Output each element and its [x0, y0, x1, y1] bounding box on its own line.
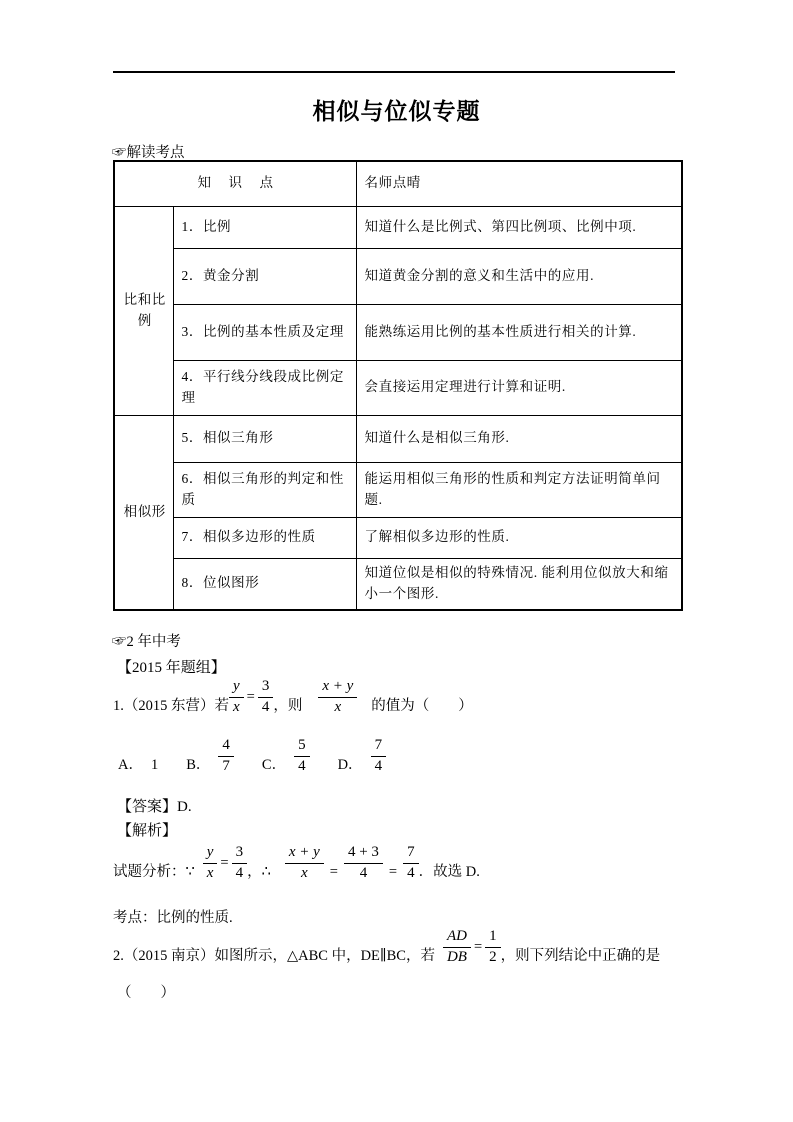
comma: ， [247, 863, 262, 880]
table-row [114, 462, 682, 517]
equals-sign: = [329, 863, 338, 880]
equals-sign: = [246, 688, 255, 705]
section-label-zhongkao: ☞2 年中考 [112, 634, 181, 650]
table-header-row [114, 161, 682, 206]
table-header-knowledge: 知 识 点 [114, 161, 356, 206]
table-row [114, 304, 682, 360]
question-2-line [113, 928, 660, 966]
option-d: D． $\frac{7}{4}$ [338, 737, 386, 775]
fraction-y-x: $\frac{y}{x}$ [203, 844, 218, 882]
point-cell-1: 1．比例 [173, 206, 356, 248]
point-cell-6: 6．相似三角形的判定和性质 [173, 462, 356, 517]
equals-sign: = [220, 854, 229, 871]
option-a: A． 1 [118, 756, 159, 773]
fraction-3-4: $\frac{3}{4}$ [232, 844, 248, 882]
option-c: C． $\frac{5}{4}$ [262, 737, 310, 775]
table-row [114, 558, 682, 610]
tip-cell-1: 知道什么是比例式、第四比例项、比例中项. [356, 206, 682, 248]
because-symbol: ∵ [185, 863, 195, 880]
analysis-lead: 试题分析： [113, 863, 186, 880]
header-rule-line [113, 71, 675, 73]
question-1-mid: ，则 [273, 697, 303, 714]
table-row [114, 360, 682, 415]
table-row [114, 206, 682, 248]
question-2-lead: 2.（2015 南京）如图所示，△ABC 中，DE∥BC，若 [113, 947, 435, 964]
fraction-4-7: $\frac{4}{7}$ [218, 737, 234, 775]
question-1-tail: 的值为（ ） [371, 697, 473, 714]
point-cell-4: 4．平行线分线段成比例定理 [173, 360, 356, 415]
point-cell-5: 5．相似三角形 [173, 415, 356, 462]
tip-cell-4: 会直接运用定理进行计算和证明. [356, 360, 682, 415]
fraction-5-4: $\frac{5}{4}$ [294, 737, 310, 775]
fraction-43-4: $\frac{4 + 3}{4}$ [344, 844, 383, 882]
point-cell-2: 2．黄金分割 [173, 248, 356, 304]
fraction-y-x: $\frac{y}{x}$ [229, 678, 244, 716]
fraction-ad-db: $\frac{AD}{DB}$ [443, 928, 471, 966]
tip-cell-5: 知道什么是相似三角形. [356, 415, 682, 462]
analysis-tail: ．故选 D. [418, 863, 480, 880]
analysis-line [113, 844, 480, 882]
section-label-kaodian: ☞解读考点 [112, 145, 185, 161]
question-1-line [113, 678, 473, 716]
tip-cell-6: 能运用相似三角形的性质和判定方法证明简单问题. [356, 462, 682, 517]
exam-point-line: 考点：比例的性质. [113, 910, 233, 926]
page-title: 相似与位似专题 [312, 99, 481, 124]
fraction-3-4: $\frac{3}{4}$ [258, 678, 274, 716]
jiexi-label: 【解析】 [117, 823, 178, 839]
equation-addb-12 [443, 928, 501, 966]
group-cell-similar: 相似形 [114, 415, 173, 610]
table-row [114, 517, 682, 558]
point-cell-8: 8．位似图形 [173, 558, 356, 610]
equals-sign: = [473, 938, 483, 955]
tip-cell-3: 能熟练运用比例的基本性质进行相关的计算. [356, 304, 682, 360]
knowledge-table [113, 160, 683, 611]
question-2-tail: ，则下列结论中正确的是 [500, 947, 661, 964]
fraction-7-4: $\frac{7}{4}$ [371, 737, 387, 775]
question-1-options [118, 737, 414, 775]
point-cell-3: 3．比例的基本性质及定理 [173, 304, 356, 360]
table-header-tips: 名师点晴 [356, 161, 682, 206]
fraction-7-4: $\frac{7}{4}$ [403, 844, 419, 882]
table-row [114, 415, 682, 462]
tip-cell-7: 了解相似多边形的性质. [356, 517, 682, 558]
table-row [114, 248, 682, 304]
question-2-parens: （ ） [117, 985, 175, 1001]
fraction-xy-x: $\frac{x + y}{x}$ [285, 844, 324, 882]
tip-cell-8: 知道位似是相似的特殊情况. 能利用位似放大和缩小一个图形. [356, 558, 682, 610]
answer-line: 【答案】D. [117, 799, 192, 815]
therefore-symbol: ∴ [261, 863, 271, 880]
equation-yx-34 [203, 844, 247, 882]
equals-sign: = [388, 863, 398, 880]
equation-yx-34 [229, 678, 273, 716]
group-cell-ratio: 比和比例 [114, 206, 173, 415]
option-b: B． $\frac{4}{7}$ [186, 737, 234, 775]
fraction-1-2: $\frac{1}{2}$ [485, 928, 501, 966]
fraction-xy-x: $\frac{x + y}{x}$ [318, 678, 357, 716]
group-label-2015: 【2015 年题组】 [117, 660, 226, 676]
question-1-lead: 1.（2015 东营）若 [113, 697, 229, 714]
tip-cell-2: 知道黄金分割的意义和生活中的应用. [356, 248, 682, 304]
point-cell-7: 7．相似多边形的性质 [173, 517, 356, 558]
